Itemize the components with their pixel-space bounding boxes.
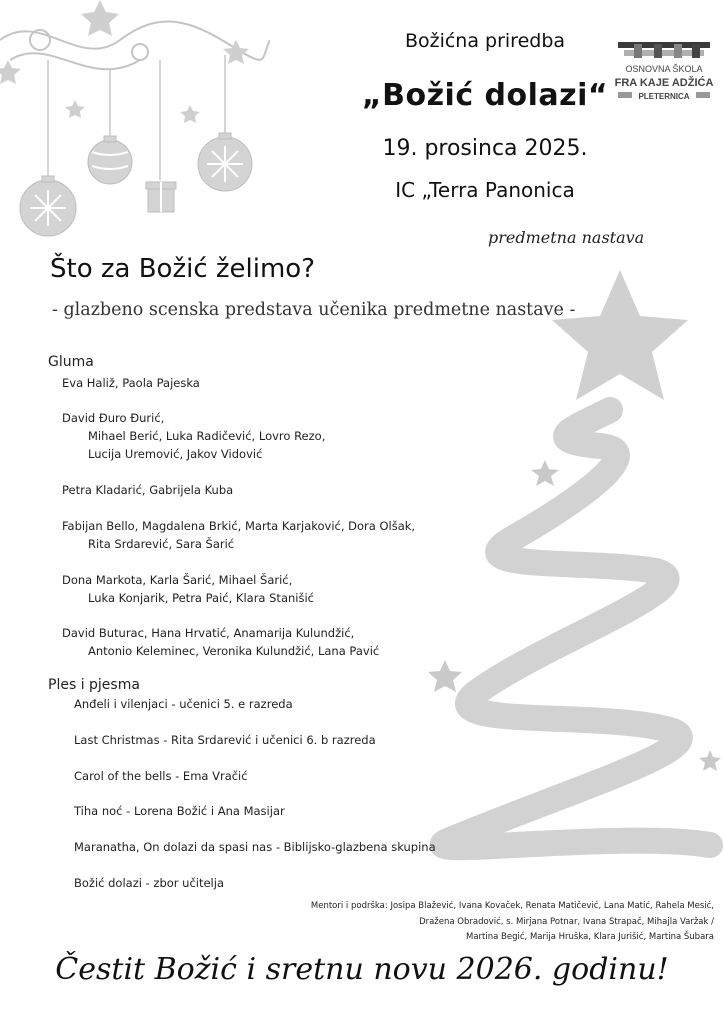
cast-line: David Đuro Đurić,	[62, 411, 165, 425]
cast-line: Mihael Berić, Luka Radičević, Lovro Rezo,	[88, 429, 326, 443]
cast-line: Lucija Uremović, Jakov Vidović	[88, 447, 263, 461]
mentors-line: Dražena Obradović, s. Mirjana Potnar, Ivana Strapač, Mihajla Varžak /	[419, 916, 714, 927]
cast-line: Petra Kladarić, Gabrijela Kuba	[62, 483, 234, 497]
mentors-line: Martina Begić, Marija Hruška, Klara Jurišić, Martina Šubara	[466, 932, 714, 942]
section-heading-gluma: Gluma	[48, 354, 94, 370]
cast-line: Eva Haliž, Paola Pajeska	[62, 376, 200, 390]
program-item: Božić dolazi - zbor učitelja	[74, 876, 224, 890]
logo-line2: FRA KAJE ADŽIĆA	[614, 77, 714, 89]
holiday-greeting: Čestit Božić i sretnu novu 2026. godinu!	[55, 952, 669, 987]
program-item: Carol of the bells - Ema Vračić	[74, 769, 248, 783]
program-item: Anđeli i vilenjaci - učenici 5. e razreda	[74, 697, 293, 711]
cast-line: Fabijan Bello, Magdalena Brkić, Marta Karjaković, Dora Olšak,	[62, 519, 416, 533]
school-logo	[614, 38, 714, 110]
christmas-tree-decoration-icon	[420, 270, 724, 910]
cast-line: David Buturac, Hana Hrvatić, Anamarija Kulundžić,	[62, 626, 355, 640]
page-subtitle: - glazbeno scenska predstava učenika predmetne nastave -	[52, 300, 576, 320]
event-title: „Božić dolazi“	[361, 78, 609, 113]
program-item: Maranatha, On dolazi da spasi nas - Biblijsko-glazbena skupina	[74, 840, 436, 854]
program-item: Tiha noć - Lorena Božić i Ana Masijar	[74, 804, 285, 818]
handwritten-subtitle: predmetna nastava	[488, 228, 645, 247]
section-heading-ples: Ples i pjesma	[48, 677, 140, 693]
cast-line: Antonio Keleminec, Veronika Kulundžić, Lana Pavić	[88, 644, 380, 658]
cast-line: Rita Srdarević, Sara Šarić	[88, 537, 235, 551]
cast-line: Dona Markota, Karla Šarić, Mihael Šarić,	[62, 573, 293, 587]
mentors-line: Mentori i podrška: Josipa Blažević, Ivana Kovaček, Renata Matičević, Lana Matić, Rahela Mesić,	[310, 901, 714, 911]
christmas-ornaments-decoration-icon	[0, 0, 270, 250]
program-item: Last Christmas - Rita Srdarević i učenici 6. b razreda	[74, 733, 376, 747]
page-title: Što za Božić želimo?	[50, 254, 316, 284]
mentors-credits	[250, 899, 714, 946]
event-type: Božićna priredba	[404, 30, 566, 52]
event-date: 19. prosinca 2025.	[382, 136, 588, 161]
logo-line1: OSNOVNA ŠKOLA	[625, 64, 703, 74]
event-venue: IC „Terra Panonica	[395, 178, 575, 202]
cast-line: Luka Konjarik, Petra Paić, Klara Stanišić	[88, 591, 314, 605]
logo-line3: PLETERNICA	[638, 92, 690, 101]
